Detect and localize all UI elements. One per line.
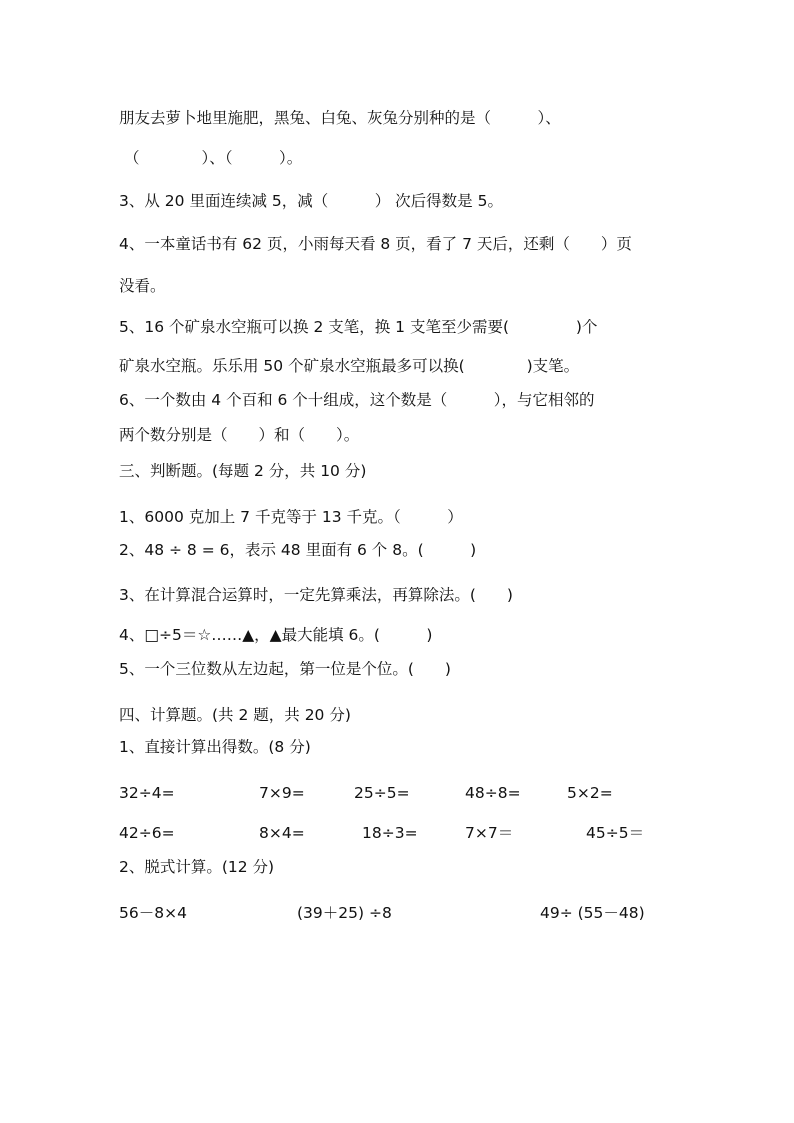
q6-line-1: 6、一个数由 4 个百和 6 个十组成，这个数是（ ），与它相邻的 [119,391,595,409]
section4-heading: 四、计算题。(共 2 题，共 20 分) [119,706,351,724]
calc-row1-item-1: 32÷4= [119,784,175,802]
judge-item-4: 4、□÷5＝☆……▲，▲最大能填 6。( ) [119,626,433,644]
calc-row2-item-1: 42÷6= [119,824,175,842]
calc-row1-item-4: 48÷8= [465,784,521,802]
calc-row3-item-1: 56－8×4 [119,904,187,922]
q5-line-1: 5、16 个矿泉水空瓶可以换 2 支笔，换 1 支笔至少需要( )个 [119,318,598,336]
q5-line-2: 矿泉水空瓶。乐乐用 50 个矿泉水空瓶最多可以换( )支笔。 [119,357,580,375]
section3-heading: 三、判断题。(每题 2 分，共 10 分) [119,462,367,480]
q6-line-2: 两个数分别是（ ）和（ ）。 [119,426,360,444]
judge-item-1: 1、6000 克加上 7 千克等于 13 千克。（ ） [119,508,463,526]
calc-part2-title: 2、脱式计算。(12 分) [119,858,275,876]
calc-row2-item-2: 8×4= [259,824,305,842]
judge-item-2: 2、48 ÷ 8 = 6，表示 48 里面有 6 个 8。( ) [119,541,477,559]
calc-row3-item-2: (39＋25) ÷8 [297,904,392,922]
judge-item-3: 3、在计算混合运算时，一定先算乘法，再算除法。( ) [119,586,513,604]
calc-row2-item-3: 18÷3= [362,824,418,842]
judge-item-5: 5、一个三位数从左边起，第一位是个位。( ) [119,660,451,678]
calc-row1-item-3: 25÷5= [354,784,410,802]
calc-row2-item-4: 7×7＝ [465,824,514,842]
calc-row1-item-5: 5×2= [567,784,613,802]
calc-row1-item-2: 7×9= [259,784,305,802]
calc-row2-item-5: 45÷5＝ [586,824,645,842]
q3-text: 3、从 20 里面连续减 5，减（ ） 次后得数是 5。 [119,192,503,210]
q4-line-1: 4、一本童话书有 62 页，小雨每天看 8 页，看了 7 天后，还剩（ ）页 [119,235,632,253]
q2-line-2: （ ）、（ ）。 [124,149,303,167]
calc-row3-item-3: 49÷ (55－48) [540,904,645,922]
q2-line-1: 朋友去萝卜地里施肥，黑兔、白兔、灰兔分别种的是（ ）、 [119,109,561,127]
calc-part1-title: 1、直接计算出得数。(8 分) [119,738,311,756]
q4-line-2: 没看。 [119,277,166,295]
